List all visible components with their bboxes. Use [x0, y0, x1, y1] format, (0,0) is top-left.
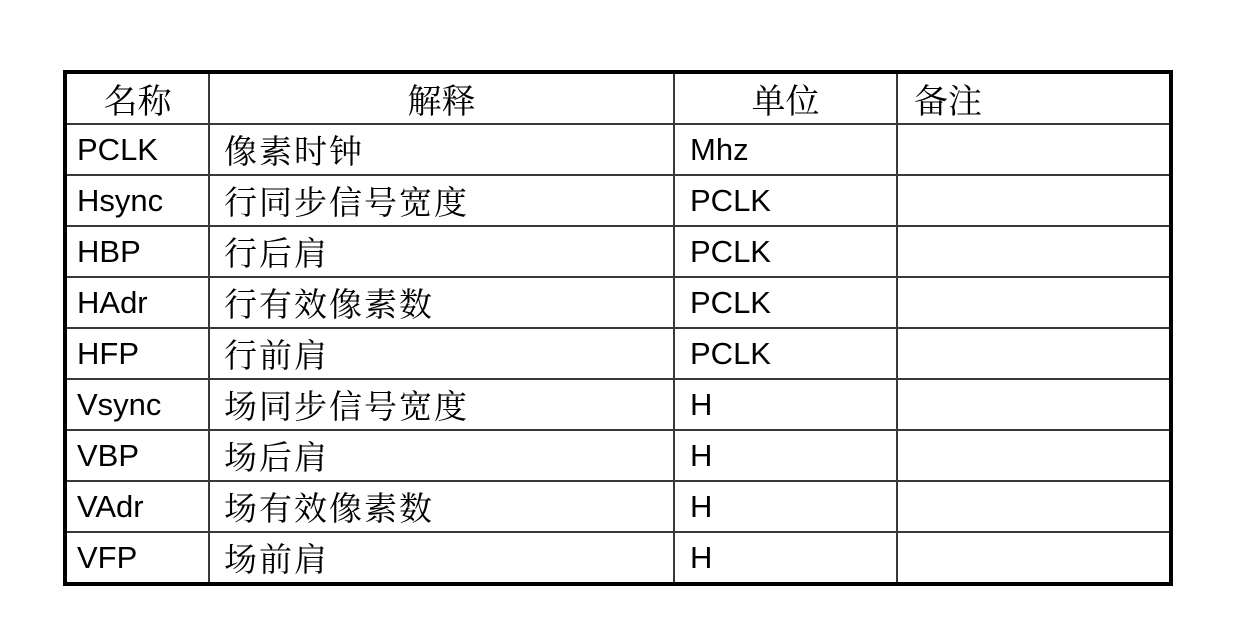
column-header-unit: 单位 — [674, 72, 897, 124]
cell-remark — [897, 277, 1171, 328]
cell-unit: PCLK — [674, 226, 897, 277]
cell-remark — [897, 124, 1171, 175]
cell-name: HFP — [65, 328, 209, 379]
column-header-remark: 备注 — [897, 72, 1171, 124]
table-row — [65, 481, 1171, 532]
cell-name: Vsync — [65, 379, 209, 430]
table-row — [65, 277, 1171, 328]
cell-name: HBP — [65, 226, 209, 277]
cell-remark — [897, 328, 1171, 379]
cell-explanation: 场同步信号宽度 — [209, 379, 674, 430]
table-row — [65, 328, 1171, 379]
cell-remark — [897, 175, 1171, 226]
table-row — [65, 379, 1171, 430]
column-header-name: 名称 — [65, 72, 209, 124]
cell-unit: H — [674, 481, 897, 532]
cell-unit: Mhz — [674, 124, 897, 175]
cell-explanation: 行后肩 — [209, 226, 674, 277]
column-header-explanation: 解释 — [209, 72, 674, 124]
cell-name: VBP — [65, 430, 209, 481]
cell-explanation: 行前肩 — [209, 328, 674, 379]
timing-parameters-table — [63, 70, 1173, 586]
cell-unit: H — [674, 379, 897, 430]
cell-explanation: 场有效像素数 — [209, 481, 674, 532]
table-row — [65, 124, 1171, 175]
cell-unit: PCLK — [674, 175, 897, 226]
cell-remark — [897, 379, 1171, 430]
table-row — [65, 532, 1171, 584]
cell-explanation: 行同步信号宽度 — [209, 175, 674, 226]
cell-unit: H — [674, 532, 897, 584]
cell-unit: H — [674, 430, 897, 481]
cell-name: PCLK — [65, 124, 209, 175]
cell-explanation: 行有效像素数 — [209, 277, 674, 328]
cell-remark — [897, 430, 1171, 481]
cell-explanation: 像素时钟 — [209, 124, 674, 175]
cell-remark — [897, 481, 1171, 532]
cell-remark — [897, 532, 1171, 584]
cell-name: VFP — [65, 532, 209, 584]
cell-name: Hsync — [65, 175, 209, 226]
table-row — [65, 226, 1171, 277]
cell-explanation: 场前肩 — [209, 532, 674, 584]
header-row — [65, 72, 1171, 124]
cell-name: HAdr — [65, 277, 209, 328]
cell-name: VAdr — [65, 481, 209, 532]
table-row — [65, 430, 1171, 481]
cell-unit: PCLK — [674, 328, 897, 379]
cell-unit: PCLK — [674, 277, 897, 328]
table-row — [65, 175, 1171, 226]
cell-explanation: 场后肩 — [209, 430, 674, 481]
cell-remark — [897, 226, 1171, 277]
